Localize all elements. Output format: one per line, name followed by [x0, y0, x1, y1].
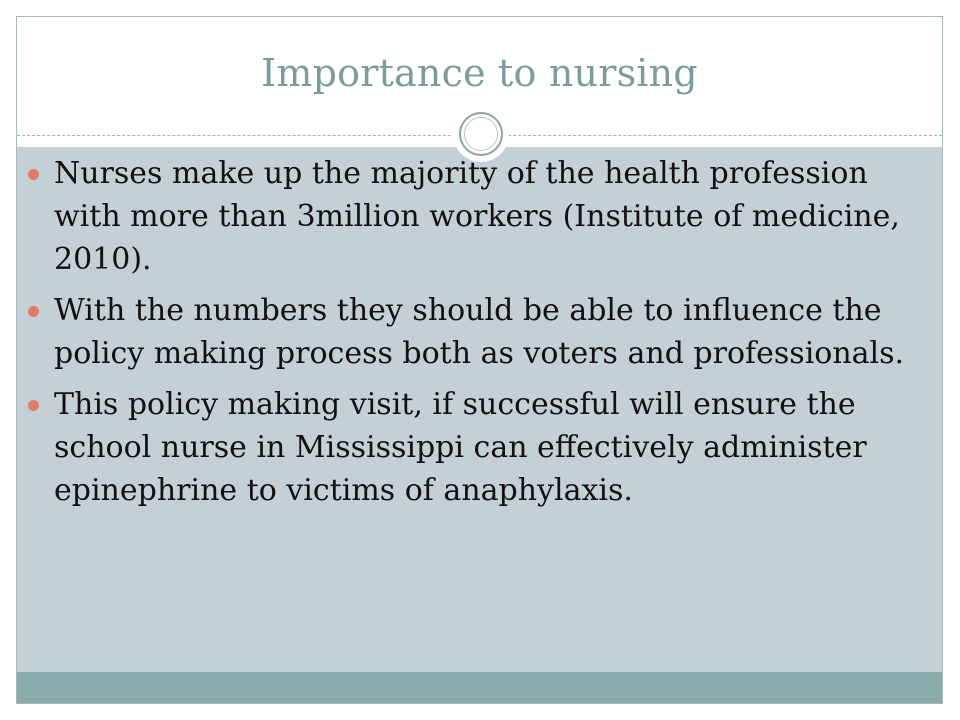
bullet-list: [52, 152, 912, 520]
bullet-item: [52, 383, 912, 512]
bullet-marker-icon: [28, 169, 39, 180]
slide-title: Importance to nursing: [261, 51, 698, 95]
bullet-item: [52, 152, 912, 281]
bullet-text: With the numbers they should be able to influence the policy making process both as voters and professionals.: [54, 293, 905, 371]
bullet-marker-icon: [28, 306, 39, 317]
bullet-item: [52, 289, 912, 375]
bullet-marker-icon: [28, 400, 39, 411]
circle-ornament-inner: [464, 117, 498, 151]
bullet-text: Nurses make up the majority of the health profession with more than 3million workers (Institute of medicine, 2010).: [54, 156, 900, 277]
footer-band: [17, 672, 942, 704]
bullet-text: This policy making visit, if successful will ensure the school nurse in Mississippi can effectively administer epinephrine to victims of anaphylaxis.: [54, 387, 867, 508]
